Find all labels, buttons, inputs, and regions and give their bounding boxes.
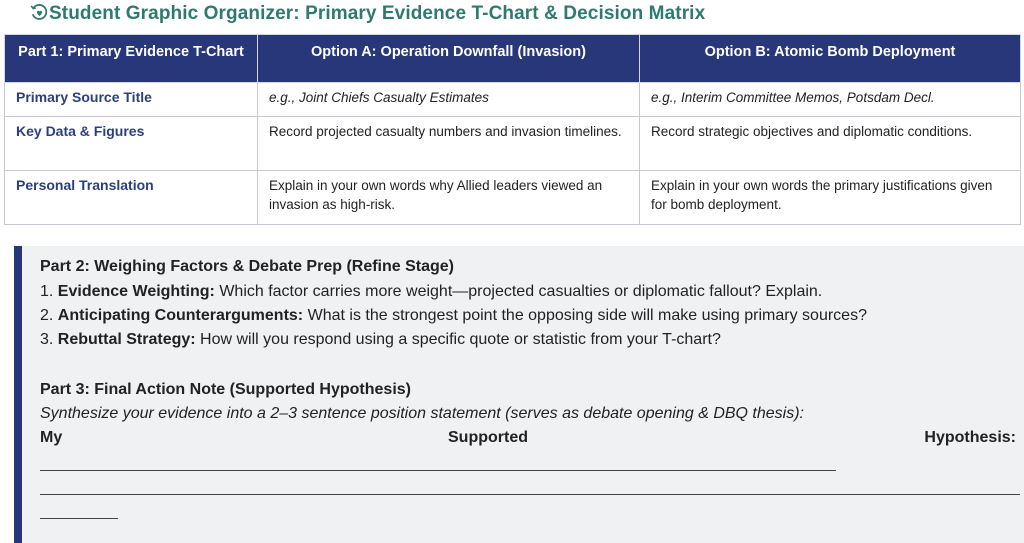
table-row	[5, 171, 1021, 225]
option-b-cell: Record strategic objectives and diplomatic conditions.	[640, 117, 1021, 171]
hypothesis-label-hypothesis: Hypothesis:	[924, 429, 1016, 446]
option-b-cell: e.g., Interim Committee Memos, Potsdam Decl.	[640, 83, 1021, 117]
header-option-a: Option A: Operation Downfall (Invasion)	[258, 35, 640, 83]
page-title	[30, 3, 705, 25]
item-label: Rebuttal Strategy:	[57, 331, 196, 348]
option-a-cell: e.g., Joint Chiefs Casualty Estimates	[258, 83, 640, 117]
item-label: Anticipating Counterarguments:	[57, 307, 304, 324]
item-text: Which factor carries more weight—projected casualties or diplomatic fallout? Explain.	[219, 283, 823, 300]
row-label: Key Data & Figures	[5, 117, 258, 171]
option-a-cell: Record projected casualty numbers and invasion timelines.	[258, 117, 640, 171]
header-option-b: Option B: Atomic Bomb Deployment	[640, 35, 1021, 83]
item-text: What is the strongest point the opposing side will make using primary sources?	[307, 307, 867, 324]
item-label: Evidence Weighting:	[57, 283, 215, 300]
debate-prep-panel	[14, 246, 1024, 543]
answer-line[interactable]	[40, 494, 1020, 495]
hypothesis-label-supported: Supported	[448, 429, 528, 446]
part3-instruction: Synthesize your evidence into a 2–3 sentence position statement (serves as debate opening & DBQ thesis):	[40, 405, 804, 422]
header-part1: Part 1: Primary Evidence T-Chart	[5, 35, 258, 83]
item-text: How will you respond using a specific quote or statistic from your T-chart?	[200, 331, 721, 348]
part3-heading: Part 3: Final Action Note (Supported Hypothesis)	[40, 381, 411, 398]
table-row	[5, 117, 1021, 171]
table-row	[5, 83, 1021, 117]
list-item	[40, 331, 721, 349]
table-header-row	[5, 35, 1021, 83]
option-a-cell: Explain in your own words why Allied leaders viewed an invasion as high-risk.	[258, 171, 640, 225]
item-number: 3.	[40, 331, 54, 348]
option-b-cell: Explain in your own words the primary justifications given for bomb deployment.	[640, 171, 1021, 225]
item-number: 1.	[40, 283, 54, 300]
list-item	[40, 307, 867, 325]
row-label: Personal Translation	[5, 171, 258, 225]
clock-heart-icon	[30, 3, 49, 22]
item-number: 2.	[40, 307, 54, 324]
list-item	[40, 283, 822, 301]
page-title-text: Student Graphic Organizer: Primary Evidence T-Chart & Decision Matrix	[49, 3, 706, 24]
part2-heading: Part 2: Weighing Factors & Debate Prep (Refine Stage)	[40, 258, 455, 275]
answer-line[interactable]	[40, 470, 836, 471]
hypothesis-label-my: My	[40, 429, 63, 446]
answer-line[interactable]	[40, 518, 118, 519]
evidence-t-chart	[4, 34, 1021, 225]
row-label: Primary Source Title	[5, 83, 258, 117]
